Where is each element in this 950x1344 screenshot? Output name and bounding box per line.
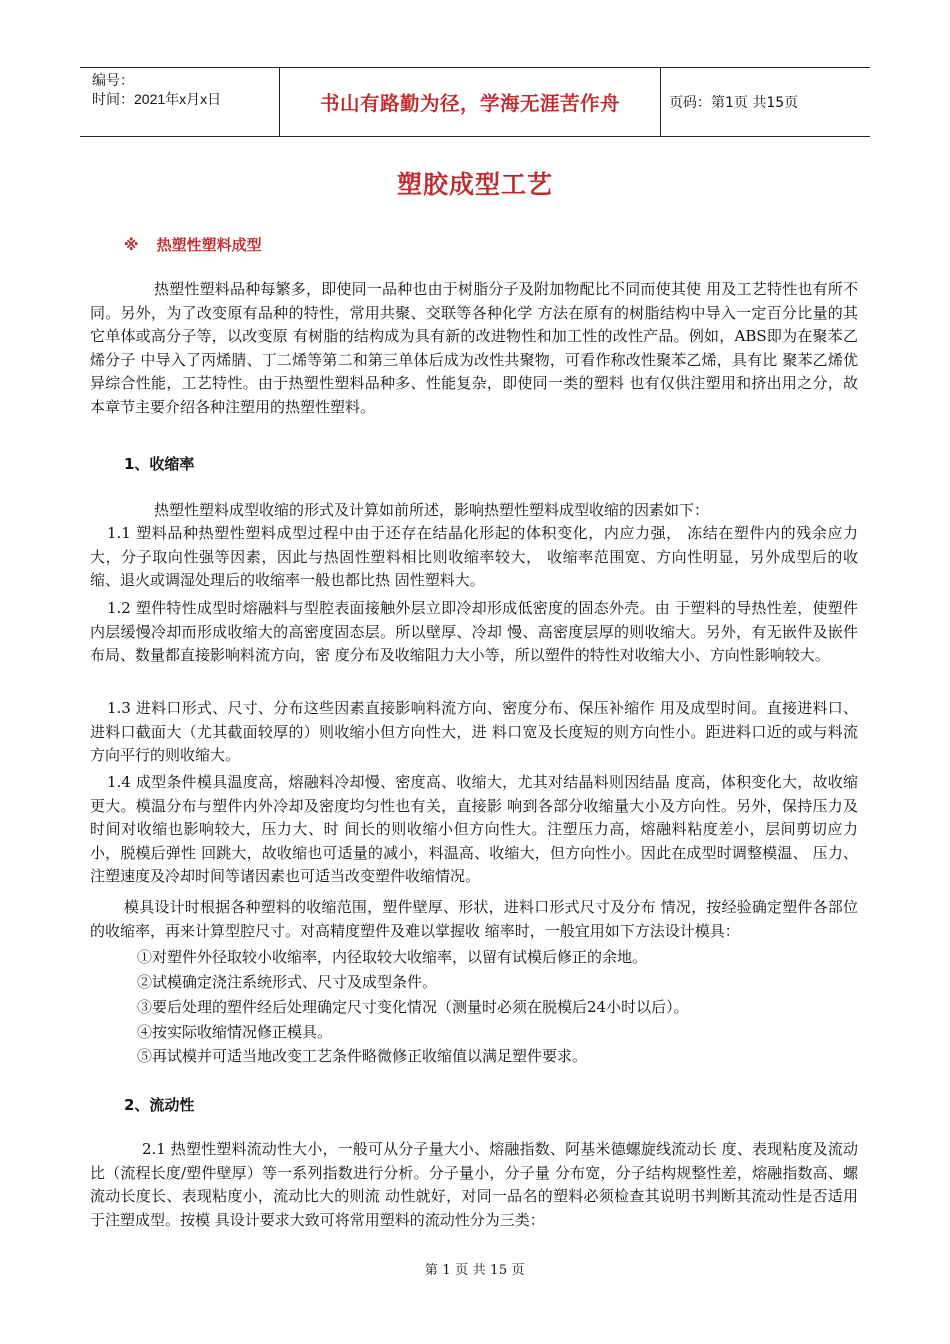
section-title-shrinkage: 1、收缩率 xyxy=(124,455,195,473)
paragraph-1-4: 1.4 成型条件模具温度高，熔融料冷却慢、密度高、收缩大，尤其对结晶料则因结晶 度高，体积变化大，故收缩更大。模温分布与塑件内外冷却及密度均匀性也有关，直接影 响到各部分收缩量大小及方向性。另外，保持压力及时间对收缩也影响较大，压力大、时 间长的则收缩小但方向性大。注塑压力高，熔融料粘度差小，层间剪切应力小，脱模后弹性 回跳大，故收缩也可适量的减小，料温高、收缩大，但方向性小。因此在成型时调整模温、 压力、注塑速度及冷却时间等诸因素也可适当改变塑件收缩情况。 xyxy=(90,773,858,885)
header-table xyxy=(80,67,870,137)
list-item: ⑤再试模并可适当地改变工艺条件略微修正收缩值以满足塑件要求。 xyxy=(137,1047,588,1065)
list-item: ③要后处理的塑件经后处理确定尺寸变化情况（测量时必须在脱模后24小时以后）。 xyxy=(137,998,689,1016)
footer-ye: 页 xyxy=(455,1263,469,1278)
list-item: ①对塑件外径取较小收缩率，内径取较大收缩率，以留有试模后修正的余地。 xyxy=(137,948,648,966)
paragraph-1-2: 1.2 塑件特性成型时熔融料与型腔表面接触外层立即冷却形成低密度的固态外壳。由 于塑料的导热性差，使塑件内层缓慢冷却而形成收缩大的高密度固态层。所以壁厚、冷却 慢、高密度层厚的则收缩大。另外，有无嵌件及嵌件布局、数量都直接影响料流方向，密 度分布及收缩阻力大小等，所以塑件的特性对收缩大小、方向性影响较大。 xyxy=(90,599,858,664)
number-label: 编号： xyxy=(92,72,134,88)
footer-page-number: 1 xyxy=(442,1263,452,1278)
reference-mark-icon: ※ xyxy=(124,236,139,254)
paragraph-1-1: 1.1 塑料品种热塑性塑料成型过程中由于还存在结晶化形起的体积变化，内应力强， 冻结在塑件内的残余应力大，分子取向性强等因素，因此与热固性塑料相比则收缩率较大， 收缩率范围宽、方向性明显，另外成型后的收缩、退火或调湿处理后的收缩率一般也都比热 固性塑料大。 xyxy=(90,524,858,589)
footer-di: 第 xyxy=(424,1263,439,1278)
time-label: 时间：2021年x月x日 xyxy=(92,91,222,107)
shrinkage-lead: 热塑性塑料成型收缩的形式及计算如前所述，影响热塑性塑料成型收缩的因素如下： xyxy=(154,501,710,519)
mold-design-paragraph: 模具设计时根据各种塑料的收缩范围，塑件壁厚、形状，进料口形式尺寸及分布 情况，按经验确定塑件各部位的收缩率，再来计算型腔尺寸。对高精度塑件及难以掌握收 缩率时，一般宜用如下方法设计模具： xyxy=(90,898,858,940)
footer-total-pages: 15 xyxy=(490,1263,508,1278)
list-item: ②试模确定浇注系统形式、尺寸及成型条件。 xyxy=(137,973,438,991)
header-meta-cell xyxy=(80,68,280,136)
section-heading xyxy=(124,234,262,255)
list-item: ④按实际收缩情况修正模具。 xyxy=(137,1023,333,1041)
page-footer xyxy=(0,1259,950,1278)
footer-ye: 页 xyxy=(511,1263,526,1278)
paragraph-2-1: 2.1 热塑性塑料流动性大小，一般可从分子量大小、熔融指数、阿基米德螺旋线流动长 度、表现粘度及流动比（流程长度/塑件壁厚）等一系列指数进行分析。分子量小，分子量 分布宽，分子结构规整性差，熔融指数高、螺流动长度长、表现粘度小，流动比大的则流 动性就好，对同一品名的塑料必须检查其说明书判断其流动性是否适用于注塑成型。按模 具设计要求大致可将常用塑料的流动性分为三类： xyxy=(90,1140,858,1229)
intro-paragraph: 热塑性塑料品种每繁多，即使同一品种也由于树脂分子及附加物配比不同而使其使 用及工艺特性也有所不同。另外，为了改变原有品种的特性，常用共聚、交联等各种化学 方法在原有的树脂结构中导入一定百分比量的其它单体或高分子等，以改变原 有树脂的结构成为具有新的改进物性和加工性的改性产品。例如，ABS即为在聚苯乙烯分子 中导入了丙烯腈、丁二烯等第二和第三单体后成为改性共聚物，可看作称改性聚苯乙烯，具有比 聚苯乙烯优异综合性能，工艺特性。由于热塑性塑料品种多、性能复杂，即使同一类的塑料 也有仅供注塑用和挤出用之分，故本章节主要介绍各种注塑用的热塑性塑料。 xyxy=(90,280,858,416)
section-title-flowability: 2、流动性 xyxy=(124,1096,195,1114)
paragraph-1-3: 1.3 进料口形式、尺寸、分布这些因素直接影响料流方向、密度分布、保压补缩作 用及成型时间。直接进料口、进料口截面大（尤其截面较厚的）则收缩小但方向性大，进 料口宽及长度短的则方向性小。距进料口近的或与料流方向平行的则收缩大。 xyxy=(90,699,858,764)
document-title: 塑胶成型工艺 xyxy=(396,170,553,199)
header-motto: 书山有路勤为径，学海无涯苦作舟 xyxy=(280,68,661,136)
footer-gong: 共 xyxy=(472,1263,487,1278)
section-heading-text: 热塑性塑料成型 xyxy=(156,236,262,254)
header-page-info: 页码：第1页 共15页 xyxy=(669,95,799,111)
